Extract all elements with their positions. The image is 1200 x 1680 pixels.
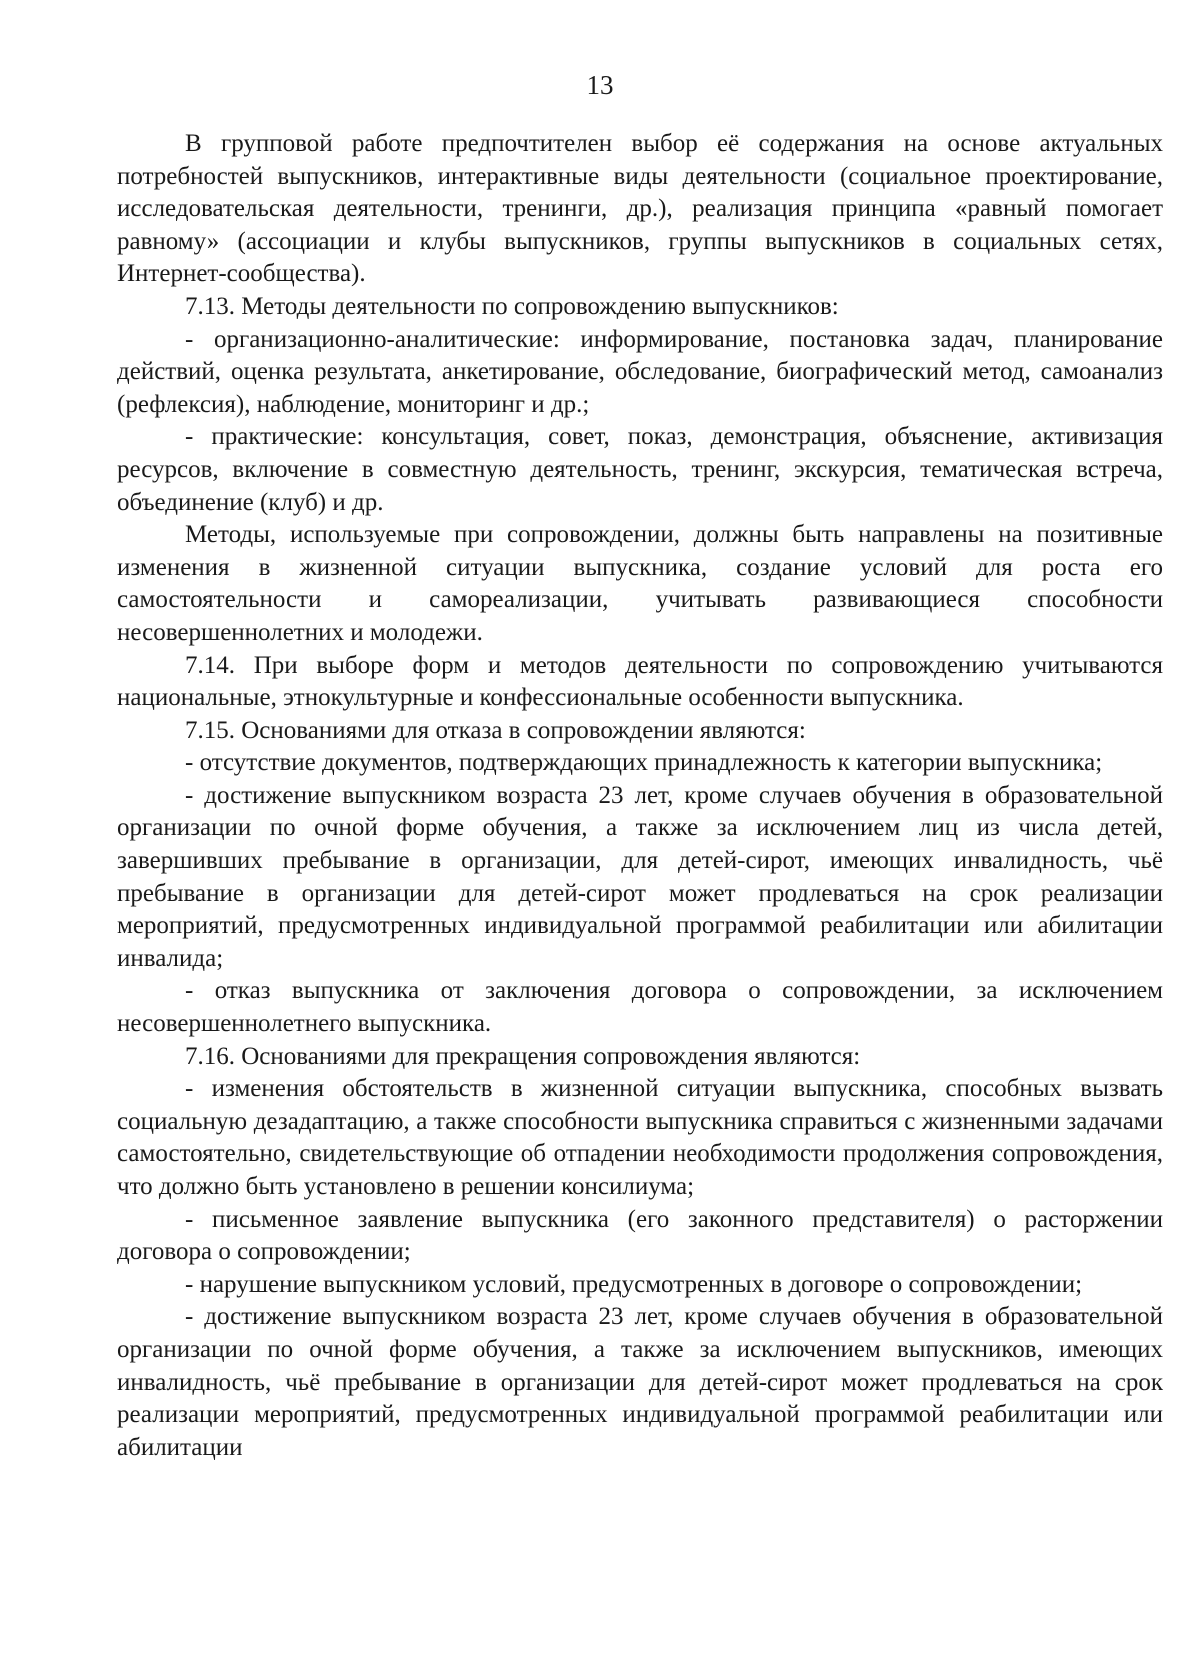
list-item-refusal-contract: - отказ выпускника от заключения договора о сопровождении, за исключением несовершеннолетнего выпускника. [117,977,1163,1038]
list-item-termination-statement: - письменное заявление выпускника (его законного представителя) о расторжении договора о сопровождении; [117,1205,1163,1266]
list-item-termination-circumstances: - изменения обстоятельств в жизненной ситуации выпускника, способных вызвать социальную дезадаптацию, а также способности выпускника справиться с жизненными задачами самостоятельно, свидетельствующие об отпадении необходимости продолжения сопровождения, что должно быть установлено в решении консилиума; [117,1075,1163,1200]
section-7-14: 7.14. При выборе форм и методов деятельности по сопровождению учитываются национальные, этнокультурные и конфессиональные особенности выпускника. [117,651,1163,712]
list-item-refusal-age: - достижение выпускником возраста 23 лет, кроме случаев обучения в образовательной организации по очной форме обучения, а также за исключением лиц из числа детей, завершивших пребывание в организации, для детей-сирот, имеющих инвалидность, чьё пребывание в организации для детей-сирот может продлеваться на срок реализации мероприятий, предусмотренных индивидуальной программой реабилитации или абилитации инвалида; [117,781,1163,972]
list-item-termination-age: - достижение выпускником возраста 23 лет, кроме случаев обучения в образовательной организации по очной форме обучения, а также за исключением выпускников, имеющих инвалидность, чьё пребывание в организации для детей-сирот может продлеваться на срок реализации мероприятий, предусмотренных индивидуальной программой реабилитации или абилитации [117,1303,1163,1461]
paragraph-methods-purpose: Методы, используемые при сопровождении, должны быть направлены на позитивные изменения в жизненной ситуации выпускника, создание условий для роста его самостоятельности и самореализации, учитывать развивающиеся способности несовершеннолетних и молодежи. [117,521,1163,646]
section-7-13-heading: 7.13. Методы деятельности по сопровождению выпускников: [185,292,839,320]
list-item-termination-violation: - нарушение выпускником условий, предусмотренных в договоре о сопровождении; [185,1270,1083,1298]
section-7-16-heading: 7.16. Основаниями для прекращения сопровождения являются: [185,1042,861,1070]
list-item-practical-methods: - практические: консультация, совет, показ, демонстрация, объяснение, активизация ресурсов, включение в совместную деятельность, тренинг, экскурсия, тематическая встреча, объединение (клуб) и др. [117,423,1163,516]
page-number: 13 [586,70,614,100]
section-7-15-heading: 7.15. Основаниями для отказа в сопровождении являются: [185,716,806,744]
document-body [117,128,1163,1464]
list-item-organizational-methods: - организационно-аналитические: информирование, постановка задач, планирование действий, оценка результата, анкетирование, обследование, биографический метод, самоанализ (рефлексия), наблюдение, мониторинг и др.; [117,325,1163,418]
paragraph-group-work: В групповой работе предпочтителен выбор её содержания на основе актуальных потребностей выпускников, интерактивные виды деятельности (социальное проектирование, исследовательская деятельности, тренинги, др.), реализация принципа «равный помогает равному» (ассоциации и клубы выпускников, группы выпускников в социальных сетях, Интернет-сообщества). [117,130,1163,288]
list-item-refusal-documents: - отсутствие документов, подтверждающих принадлежность к категории выпускника; [185,749,1103,777]
